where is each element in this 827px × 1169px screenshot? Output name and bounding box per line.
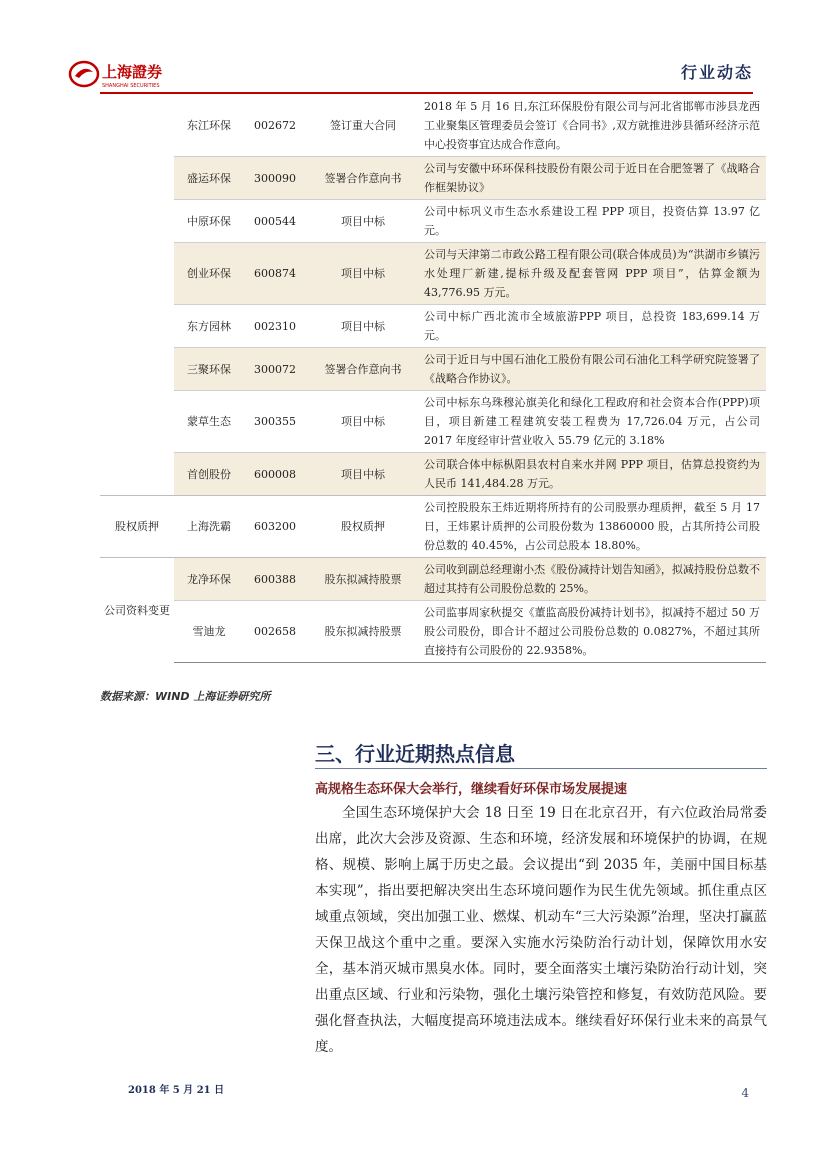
table-row (100, 305, 766, 348)
table-row (100, 496, 766, 558)
description-cell: 公司联合体中标枞阳县农村自来水并网 PPP 项目，估算总投资约为人民币 141,484.28 万元。 (420, 453, 766, 496)
svg-text:SHANGHAI SECURITIES: SHANGHAI SECURITIES (102, 83, 160, 89)
event-type-cell: 股权质押 (306, 496, 420, 558)
company-cell: 盛运环保 (174, 157, 244, 200)
code-cell: 603200 (244, 496, 306, 558)
description-cell: 公司与天津第二市政公路工程有限公司(联合体成员)为“洪湖市乡镇污水处理厂新建,提标升级及配套管网 PPP 项目”，估算金额为 43,776.95 万元。 (420, 243, 766, 305)
table-row (100, 391, 766, 453)
company-cell: 东方园林 (174, 305, 244, 348)
event-type-cell: 签署合作意向书 (306, 348, 420, 391)
category-cell: 公司资料变更 (100, 558, 174, 663)
company-cell: 创业环保 (174, 243, 244, 305)
description-cell: 公司中标广西北流市全域旅游PPP 项目，总投资 183,699.14 万元。 (420, 305, 766, 348)
code-cell: 300355 (244, 391, 306, 453)
code-cell: 000544 (244, 200, 306, 243)
page-number: 4 (741, 1086, 749, 1100)
category-cell (100, 95, 174, 496)
table-row (100, 348, 766, 391)
event-type-cell: 股东拟减持股票 (306, 601, 420, 663)
description-cell: 公司控股股东王炜近期将所持有的公司股票办理质押，截至 5 月 17 日，王炜累计质押的公司股份数为 13860000 股，占其所持公司股份总数的 40.45%，占公司总股本 18.80%。 (420, 496, 766, 558)
company-cell: 蒙草生态 (174, 391, 244, 453)
company-cell: 雪迪龙 (174, 601, 244, 663)
category-cell: 股权质押 (100, 496, 174, 558)
code-cell: 600388 (244, 558, 306, 601)
code-cell: 600008 (244, 453, 306, 496)
event-type-cell: 项目中标 (306, 453, 420, 496)
code-cell: 002658 (244, 601, 306, 663)
events-table (100, 95, 766, 663)
description-cell: 公司于近日与中国石油化工股份有限公司石油化工科学研究院签署了《战略合作协议》。 (420, 348, 766, 391)
company-cell: 中原环保 (174, 200, 244, 243)
table-source: 数据来源：WIND 上海证券研究所 (100, 690, 271, 703)
header-title: 行业动态 (680, 63, 753, 82)
table-row (100, 95, 766, 157)
event-type-cell: 股东拟减持股票 (306, 558, 420, 601)
description-cell: 公司监事周家秋提交《董监高股份减持计划书》，拟减持不超过 50 万股公司股份，即合计不超过公司股份总数的 0.0827%，不超过其所直接持有公司股份的 22.9358%。 (420, 601, 766, 663)
table-row (100, 558, 766, 601)
description-cell: 公司中标巩义市生态水系建设工程 PPP 项目，投资估算 13.97 亿元。 (420, 200, 766, 243)
description-cell: 公司与安徽中环环保科技股份有限公司于近日在合肥签署了《战略合作框架协议》 (420, 157, 766, 200)
footer-date: 2018 年 5 月 21 日 (128, 1085, 225, 1096)
svg-text:上海證券: 上海證券 (102, 63, 163, 81)
company-cell: 东江环保 (187, 119, 231, 132)
company-cell: 龙净环保 (174, 558, 244, 601)
event-type-cell: 项目中标 (306, 200, 420, 243)
section-body: 全国生态环境保护大会 18 日至 19 日在北京召开，有六位政治局常委出席，此次大会涉及资源、生态和环境，经济发展和环境保护的协调，在规格、规模、影响上属于历史之最。会议提出“到 2035 年，美丽中国目标基本实现”，指出要把解决突出生态环境问题作为民生优先领域。抓住重点区域重点领域，突出加强工业、燃煤、机动车“三大污染源”治理，坚决打赢蓝天保卫战这个重中之重。要深入实施水污染防治行动计划，保障饮用水安全，基本消灭城市黑臭水体。同时，要全面落实土壤污染防治行动计划，突出重点区域、行业和污染物，强化土壤污染管控和修复，有效防范风险。要强化督查执法，大幅度提高环境违法成本。继续看好环保行业未来的高景气度。 (315, 805, 767, 1055)
company-cell: 首创股份 (174, 453, 244, 496)
table-row (100, 601, 766, 663)
section-title: 三、行业近期热点信息 (315, 742, 515, 766)
company-cell: 三聚环保 (174, 348, 244, 391)
event-type-cell: 签订重大合同 (330, 119, 396, 132)
description-cell: 公司中标东乌珠穆沁旗美化和绿化工程政府和社会资本合作(PPP)项目，项目新建工程建筑安装工程费为 17,726.04 万元，占公司 2017 年度经审计营业收入 55.79 亿元的 3.18% (420, 391, 766, 453)
table-row (100, 453, 766, 496)
table-row (100, 157, 766, 200)
code-cell: 300072 (244, 348, 306, 391)
company-cell: 上海洗霸 (174, 496, 244, 558)
table-row (100, 200, 766, 243)
section-divider (315, 768, 767, 769)
table-row (100, 243, 766, 305)
description-cell: 公司收到副总经理谢小杰《股份减持计划告知函》，拟减持股份总数不超过其持有公司股份总数的 25%。 (420, 558, 766, 601)
description-cell: 2018 年 5 月 16 日,东江环保股份有限公司与河北省邯郸市涉县龙西工业聚集区管理委员会签订《合同书》,双方就推进涉县循环经济示范中心投资事宜达成合作意向。 (424, 100, 760, 151)
section-subtitle: 高规格生态环保大会举行，继续看好环保市场发展提速 (315, 782, 628, 797)
event-type-cell: 项目中标 (306, 305, 420, 348)
code-cell: 300090 (244, 157, 306, 200)
code-cell: 600874 (244, 243, 306, 305)
event-type-cell: 项目中标 (306, 391, 420, 453)
code-cell: 002672 (254, 119, 296, 132)
code-cell: 002310 (244, 305, 306, 348)
event-type-cell: 签署合作意向书 (306, 157, 420, 200)
company-logo (68, 58, 178, 90)
event-type-cell: 项目中标 (306, 243, 420, 305)
header-divider (100, 92, 753, 94)
